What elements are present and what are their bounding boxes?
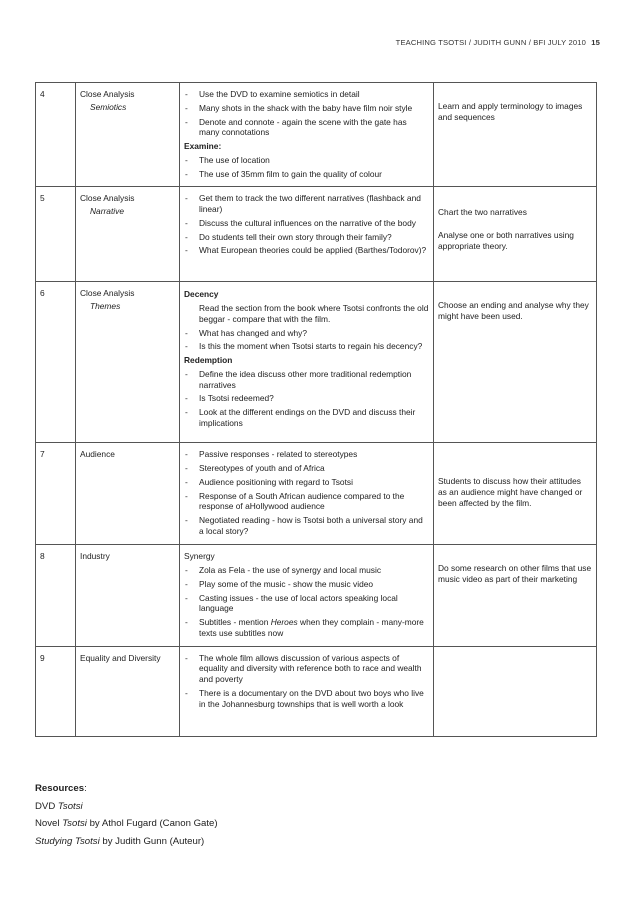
lesson-row — [36, 443, 597, 545]
lesson-topic: Audience — [80, 449, 115, 460]
activities-cell — [180, 646, 434, 736]
resources-section — [35, 780, 218, 850]
activity-bullet: - Passive responses - related to stereotypes — [184, 449, 429, 460]
activity-bullet: - The use of 35mm film to gain the quality of colour — [184, 169, 429, 180]
lesson-topic-cell — [76, 443, 180, 545]
resource-study-guide: Studying Tsotsi by Judith Gunn (Auteur) — [35, 835, 205, 847]
lesson-topic-cell — [76, 187, 180, 282]
outcome-text: Chart the two narratives — [438, 207, 527, 218]
lesson-plan-body — [36, 83, 597, 737]
activity-heading: Redemption — [184, 355, 233, 365]
lesson-topic-cell — [76, 545, 180, 646]
lesson-number: 4 — [36, 83, 76, 187]
activity-bullet: - The use of location — [184, 155, 429, 166]
lesson-topic: Close Analysis — [80, 89, 135, 99]
outcomes-cell — [434, 282, 597, 443]
activities-cell — [180, 187, 434, 282]
lesson-row — [36, 646, 597, 736]
activity-bullet: - Play some of the music - show the music video — [184, 579, 429, 590]
activity-list — [184, 449, 429, 536]
outcome-text: Choose an ending and analyse why they might have been used. — [438, 300, 589, 321]
activities-cell — [180, 282, 434, 443]
running-header — [396, 38, 600, 47]
activity-bullet: - What European theories could be applied (Barthes/Todorov)? — [184, 245, 429, 256]
lesson-row — [36, 545, 597, 646]
activity-bullet: - Is Tsotsi redeemed? — [184, 393, 429, 404]
activity-list — [184, 193, 429, 256]
activity-bullet: - There is a documentary on the DVD about two boys who live in the Johannesburg townships that is well worth a look — [184, 688, 429, 710]
activity-bullet: - Negotiated reading - how is Tsotsi both a universal story and a local story? — [184, 515, 429, 537]
activity-bullet: - Casting issues - the use of local actors speaking local language — [184, 593, 429, 615]
activities-cell — [180, 443, 434, 545]
lesson-number: 7 — [36, 443, 76, 545]
lesson-topic-cell — [76, 83, 180, 187]
activity-label: Synergy — [184, 551, 215, 562]
activity-list — [184, 289, 429, 428]
page-number: 15 — [591, 38, 600, 47]
activity-bullet: - Stereotypes of youth and of Africa — [184, 463, 429, 474]
lesson-number: 5 — [36, 187, 76, 282]
activity-heading: Examine: — [184, 141, 222, 151]
activity-list — [184, 89, 429, 179]
lesson-number: 8 — [36, 545, 76, 646]
activity-bullet: - Look at the different endings on the DVD and discuss their implications — [184, 407, 429, 429]
resource-novel: Novel Tsotsi by Athol Fugard (Canon Gate) — [35, 818, 218, 829]
lesson-row — [36, 282, 597, 443]
activity-bullet: - Many shots in the shack with the baby have film noir style — [184, 103, 429, 114]
activity-text: Read the section from the book where Tsotsi confronts the old beggar - compare that with the film. — [199, 303, 429, 324]
lesson-topic: Close Analysis — [80, 288, 135, 299]
activity-bullet: - Is this the moment when Tsotsi starts to regain his decency? — [184, 341, 429, 352]
activity-bullet: - Define the idea discuss other more traditional redemption narratives — [184, 369, 429, 391]
activity-bullet: - Do students tell their own story through their family? — [184, 232, 429, 243]
activity-bullet: - Get them to track the two different narratives (flashback and linear) — [184, 193, 429, 215]
lesson-subtopic: Themes — [90, 301, 121, 311]
outcomes-cell — [434, 83, 597, 187]
lesson-number: 9 — [36, 646, 76, 736]
lesson-topic: Industry — [80, 551, 110, 562]
lesson-row — [36, 83, 597, 187]
activity-list — [184, 653, 429, 710]
activities-cell — [180, 83, 434, 187]
lesson-subtopic: Semiotics — [90, 101, 127, 112]
lesson-topic: Equality and Diversity — [80, 652, 161, 663]
activity-bullet: - Use the DVD to examine semiotics in detail — [184, 89, 429, 100]
outcomes-cell — [434, 443, 597, 545]
outcomes-cell — [434, 646, 597, 736]
activity-list — [184, 551, 429, 638]
resource-dvd: DVD Tsotsi — [35, 800, 83, 812]
activity-bullet: - Zola as Fela - the use of synergy and local music — [184, 565, 429, 576]
lesson-topic-cell — [76, 282, 180, 443]
activity-bullet: - Subtitles - mention Heroes when they complain - many-more texts use subtitles now — [184, 617, 429, 639]
activity-heading: Decency — [184, 289, 219, 300]
activity-bullet: - Discuss the cultural influences on the narrative of the body — [184, 218, 429, 229]
lesson-topic: Close Analysis — [80, 193, 135, 204]
activity-bullet: - Denote and connote - again the scene with the gate has many connotations — [184, 117, 429, 139]
outcome-text: Analyse one or both narratives using appropriate theory. — [438, 230, 574, 251]
outcome-text: Do some research on other films that use music video as part of their marketing — [438, 563, 592, 584]
outcome-text: Students to discuss how their attitudes as an audience might have changed or been affected by the film. — [438, 476, 583, 508]
header-text: TEACHING TSOTSI / JUDITH GUNN / BFI JULY 2010 — [395, 38, 586, 47]
lesson-subtopic: Narrative — [90, 206, 124, 216]
resources-heading: Resources: — [35, 783, 87, 794]
activity-bullet: - Audience positioning with regard to Tsotsi — [184, 477, 429, 488]
lesson-plan-table — [35, 82, 597, 737]
film-title: Heroes — [270, 617, 298, 627]
activity-bullet: - The whole film allows discussion of various aspects of equality and diversity with reference both to race and wealth and poverty — [184, 653, 429, 685]
activity-bullet: - Response of a South African audience compared to the response of aHollywood audience — [184, 491, 429, 513]
outcomes-cell — [434, 187, 597, 282]
activity-bullet: - What has changed and why? — [184, 328, 429, 339]
lesson-number: 6 — [36, 282, 76, 443]
outcome-text: Learn and apply terminology to images and sequences — [438, 101, 583, 122]
lesson-row — [36, 187, 597, 282]
lesson-topic-cell — [76, 646, 180, 736]
activities-cell — [180, 545, 434, 646]
outcomes-cell — [434, 545, 597, 646]
